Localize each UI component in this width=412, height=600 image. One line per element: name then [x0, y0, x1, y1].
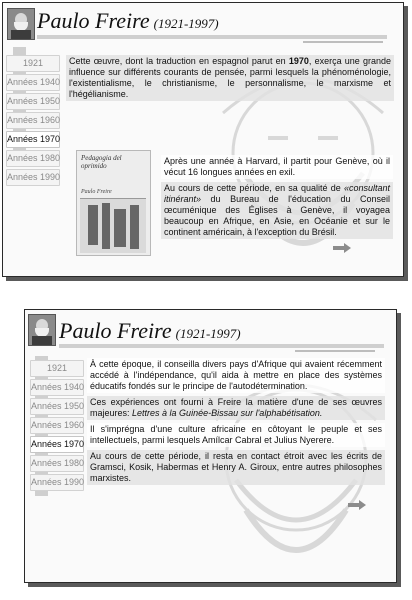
nav-item-1950s[interactable]: Années 1950: [6, 93, 60, 110]
slide-header: [3, 3, 403, 41]
nav-item-1921[interactable]: 1921: [6, 55, 60, 72]
decade-nav: [6, 55, 60, 188]
nav-item-1940s[interactable]: Années 1940: [6, 74, 60, 91]
nav-item-1960s[interactable]: Années 1960: [30, 417, 84, 434]
nav-item-1940s[interactable]: Années 1940: [30, 379, 84, 396]
paragraph-consultant: Au cours de cette période, en sa qualité de «consultant itinérant» du Bureau de l'éducation du Conseil œcuménique des Églises à Genève, il voyagea beaucoup en Afrique, en Asie, en Océanie et sur le continent américain, à l'exception du Brésil.: [161, 182, 393, 239]
nav-item-1960s[interactable]: Années 1960: [6, 112, 60, 129]
paragraph-influence: Cette œuvre, dont la traduction en espagnol parut en 1970, exerça une grande influence sur différents courants de pensée, parmi lesquels la phénoménologie, l'existentialisme, le christianisme, le personnalisme, le marxisme et l'hégélianisme.: [66, 55, 394, 101]
paragraph-african-culture: Il s'imprégna d'une culture africaine en côtoyant le peuple et ses intellectuels, parmi lesquels Amílcar Cabral et Julius Nyerere.: [87, 423, 385, 447]
page-title: [59, 318, 241, 344]
nav-item-1980s[interactable]: Années 1980: [6, 150, 60, 167]
book-cover-illustration: [80, 198, 146, 253]
slide-panel-2: [24, 309, 397, 583]
title-dates: (1921-1997): [153, 16, 219, 31]
book-title: Pedagogia del oprimido: [81, 154, 122, 170]
book-cover-image: [76, 150, 151, 256]
header-rule-accent: [295, 350, 375, 352]
header-rule-accent: [303, 41, 383, 43]
nav-item-1950s[interactable]: Années 1950: [30, 398, 84, 415]
title-dates: (1921-1997): [175, 326, 241, 341]
paragraph-guinea-bissau: Ces expériences ont fourni à Freire la matière d'une de ses œuvres majeures: Lettres à la Guinée-Bissau sur l'alphabétisation.: [87, 396, 385, 420]
nav-item-1990s[interactable]: Années 1990: [6, 169, 60, 186]
author-portrait-avatar: [7, 8, 35, 40]
nav-item-1980s[interactable]: Années 1980: [30, 455, 84, 472]
author-portrait-avatar: [28, 314, 56, 346]
africa-text: [87, 358, 385, 488]
header-rule: [37, 35, 387, 39]
intro-text: [66, 55, 394, 104]
arrow-right-icon[interactable]: [348, 500, 366, 510]
paragraph-geneva: Après une année à Harvard, il partit pour Genève, où il vécut 16 longues années en exil.: [161, 155, 393, 179]
paragraph-advised-africa: À cette époque, il conseilla divers pays d'Afrique qui avaient récemment accédé à l'indépendance, qu'il aida à mettre en place des systèmes éducatifs fondés sur le principe de l'autodétermination.: [87, 358, 385, 393]
nav-item-1970s[interactable]: Années 1970: [30, 436, 84, 453]
title-name: Paulo Freire: [37, 8, 150, 33]
decade-nav: [30, 360, 84, 493]
slide-header: [25, 310, 396, 348]
book-author: Paulo Freire: [81, 189, 112, 195]
header-rule: [59, 344, 384, 348]
nav-item-1921[interactable]: 1921: [30, 360, 84, 377]
title-name: Paulo Freire: [59, 318, 172, 343]
nav-item-1970s[interactable]: Années 1970: [6, 131, 60, 148]
arrow-right-icon[interactable]: [333, 243, 351, 253]
paragraph-marxist-writers: Au cours de cette période, il resta en contact étroit avec les écrits de Gramsci, Kosik, Habermas et Henry A. Giroux, entre autres philosophes marxistes.: [87, 450, 385, 485]
page-title: [37, 8, 219, 34]
exile-text: [161, 155, 393, 242]
nav-item-1990s[interactable]: Années 1990: [30, 474, 84, 491]
slide-panel-1: [2, 2, 404, 277]
